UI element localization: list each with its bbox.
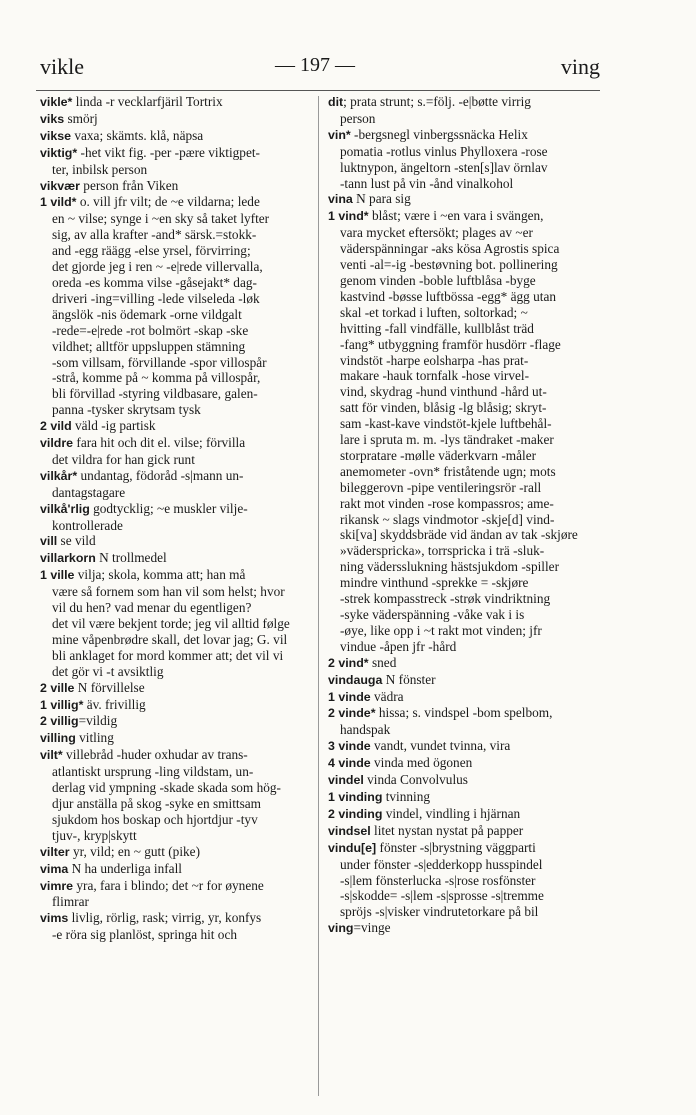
entry-line: vindauga N fönster bbox=[328, 671, 436, 687]
entry-line: hvitting -fall vindfälle, kullblåst träd bbox=[340, 320, 534, 336]
entry-line: det vildra for han gick runt bbox=[52, 451, 195, 467]
entry-line: vindel vinda Convolvulus bbox=[328, 772, 468, 788]
entry-line: 2 vild väld -ig partisk bbox=[40, 418, 156, 434]
entry-line: en ~ vilse; synge i ~en sky så taket lyfter bbox=[52, 211, 270, 227]
headword: vilt* bbox=[40, 748, 63, 763]
dictionary-entry bbox=[328, 689, 604, 706]
entry-line: driveri -ing=villing -lede vilseleda -løk bbox=[52, 290, 260, 306]
dictionary-entry bbox=[40, 145, 316, 178]
entry-line: handspak bbox=[340, 722, 391, 738]
headword: vindu[e] bbox=[328, 840, 377, 855]
dictionary-entry bbox=[328, 705, 604, 738]
entry-line: genom vinden -boble luftblåsa -byge bbox=[340, 272, 536, 288]
entry-line: -som villsam, förvillande -spor villospår bbox=[52, 354, 267, 370]
entry-line: vara mycket eftersökt; plages av ~er bbox=[340, 225, 533, 241]
entry-line: rakt mot vinden -rose kompassros; ame- bbox=[340, 495, 554, 511]
headword: dit bbox=[328, 95, 344, 109]
entry-line: vindue -åpen jfr -hård bbox=[340, 638, 457, 654]
dictionary-entry bbox=[40, 697, 316, 714]
dictionary-entry bbox=[40, 861, 316, 878]
entry-line: under fönster -s|edderkopp husspindel bbox=[340, 856, 543, 872]
headword: vina bbox=[328, 192, 353, 207]
dictionary-entry bbox=[328, 191, 604, 208]
entry-line: bli förvillad -styring vildbasare, galen- bbox=[52, 386, 258, 402]
dictionary-entry bbox=[328, 208, 604, 654]
entry-line: -s|lem fönsterlucka -s|rose rosfönster bbox=[340, 872, 536, 888]
dictionary-entry bbox=[328, 127, 604, 192]
entry-line: dantagstagare bbox=[52, 484, 126, 500]
headword: vildre bbox=[40, 436, 74, 451]
dictionary-entry bbox=[40, 550, 316, 567]
entry-line: vikle* linda -r vecklarfjäril Tortrix bbox=[40, 94, 223, 109]
entry-line: 2 vinding vindel, vindling i hjärnan bbox=[328, 805, 521, 821]
entry-line: lare i spruta m. m. -lys tändraket -maker bbox=[340, 432, 554, 448]
dictionary-entry bbox=[40, 501, 316, 534]
entry-line: vill se vild bbox=[40, 533, 96, 549]
dictionary-entry bbox=[328, 94, 604, 127]
entry-line: storpratare -mølle väderkvarn -måler bbox=[340, 447, 537, 463]
dictionary-entry bbox=[40, 468, 316, 501]
dictionary-entry bbox=[40, 111, 316, 128]
entry-line: and -egg räägg -else yrsel, förvirring; bbox=[52, 243, 251, 259]
headword: 2 ville bbox=[40, 680, 75, 695]
entry-line: vimre yra, fara i blindo; det ~r for øynene bbox=[40, 877, 264, 893]
entry-line: mine våpenbrødre skall, det lovar jag; G. vil bbox=[52, 631, 288, 647]
dictionary-entry bbox=[40, 910, 316, 943]
entry-line: 1 vinding tvinning bbox=[328, 788, 431, 804]
headword: 1 villig* bbox=[40, 697, 84, 712]
entry-line: tjuv-, kryp|skytt bbox=[52, 827, 137, 843]
dictionary-entry bbox=[40, 418, 316, 435]
headword: 2 vild bbox=[40, 419, 72, 434]
headword: vilkå'rlig bbox=[40, 501, 90, 516]
dictionary-entry bbox=[328, 655, 604, 672]
entry-line: rikansk ~ slags vindmotor -skje[d] vind- bbox=[340, 511, 555, 527]
entry-line: vims livlig, rörlig, rask; virrig, yr, konfys bbox=[40, 910, 262, 926]
entry-line: 2 ville N förvillelse bbox=[40, 679, 145, 695]
dictionary-entry bbox=[40, 533, 316, 550]
entry-line: väderspänningar -aks kösa Agrostis spica bbox=[340, 241, 560, 257]
entry-line: vil du hen? vad menar du egentligen? bbox=[52, 600, 252, 616]
headword: viktig* bbox=[40, 145, 78, 160]
dictionary-entry bbox=[328, 920, 604, 937]
entry-line: vin* -bergsnegl vinbergssnäcka Helix bbox=[328, 126, 528, 142]
headword: 1 vinde bbox=[328, 689, 371, 704]
dictionary-entry bbox=[40, 94, 316, 111]
page-number: — 197 — bbox=[275, 54, 355, 76]
entry-line: ning vädersslukning hästsjukdom -spiller bbox=[340, 559, 560, 575]
entry-line: vina N para sig bbox=[328, 191, 411, 207]
entry-line: sig, av alla krafter -and* särsk.=stokk- bbox=[52, 227, 257, 243]
entry-line: 1 villig* äv. frivillig bbox=[40, 696, 146, 712]
dictionary-entry bbox=[40, 178, 316, 195]
entry-line: 1 vinde vädra bbox=[328, 688, 404, 704]
entry-line: vindu[e] fönster -s|brystning väggparti bbox=[328, 839, 536, 855]
headword: 2 vinde* bbox=[328, 706, 376, 721]
entry-line: vilkå'rlig godtycklig; ~e muskler vilje- bbox=[40, 500, 248, 516]
headword: vims bbox=[40, 911, 69, 926]
headword: vill bbox=[40, 534, 58, 549]
dictionary-entry bbox=[328, 823, 604, 840]
entry-line: oreda -es komma vilse -gåsejakt* dag- bbox=[52, 274, 257, 290]
entry-line: 1 vind* blåst; være i ~en vara i svängen, bbox=[328, 208, 544, 224]
entry-line: person bbox=[340, 110, 376, 126]
page-header bbox=[30, 54, 600, 84]
headword: viks bbox=[40, 111, 65, 126]
headword: ving bbox=[328, 921, 354, 936]
entry-line: -strek kompasstreck -strøk vindriktning bbox=[340, 591, 551, 607]
entry-line: makare -hauk tornfalk -hose virvel- bbox=[340, 368, 530, 384]
entry-line: vilt* villebråd -huder oxhudar av trans- bbox=[40, 747, 248, 763]
dictionary-entry bbox=[40, 878, 316, 911]
entry-line: ving=vinge bbox=[328, 920, 391, 936]
entry-line: satt för vinden, blåsig -lg blåsig; skryt- bbox=[340, 400, 547, 416]
entry-line: vindstöt -harpe eolsharpa -has prat- bbox=[340, 352, 529, 368]
dictionary-entry bbox=[40, 844, 316, 861]
entry-line: -strå, komme på ~ komma på villospår, bbox=[52, 370, 261, 386]
entry-line: vilter yr, vild; en ~ gutt (pike) bbox=[40, 843, 200, 859]
headword: vindel bbox=[328, 773, 364, 788]
dictionary-entry bbox=[328, 789, 604, 806]
entry-line: sjukdom hos boskap och hjortdjur -tyv bbox=[52, 811, 258, 827]
entry-line: 1 vild* o. vill jfr vilt; de ~e vildarna; lede bbox=[40, 194, 260, 210]
entry-line: mindre vinthund -sprekke = -skjøre bbox=[340, 575, 529, 591]
headword: vindauga bbox=[328, 672, 383, 687]
dictionary-entry bbox=[40, 713, 316, 730]
entry-line: det gjorde jeg i ren ~ -e|rede villervalla, bbox=[52, 259, 263, 275]
headword: 2 vinding bbox=[328, 806, 383, 821]
entry-line: bileggerovn -pipe ventileringsrör -rall bbox=[340, 479, 542, 495]
header-rule bbox=[36, 90, 600, 91]
entry-line: vildre fara hit och dit el. vilse; förvilla bbox=[40, 435, 246, 451]
dictionary-entry bbox=[40, 680, 316, 697]
entry-line: villing vitling bbox=[40, 730, 114, 746]
headword: 2 vind* bbox=[328, 655, 369, 670]
headword: vin* bbox=[328, 127, 351, 142]
entry-line: spröjs -s|visker vindrutetorkare på bil bbox=[340, 904, 539, 920]
headword: vikvær bbox=[40, 178, 80, 193]
entry-line: vikse vaxa; skämts. klå, näpsa bbox=[40, 127, 204, 143]
entry-line: derlag vid ympning -skade skada som hög- bbox=[52, 780, 281, 796]
entry-line: det gör vi -t avsiktlig bbox=[52, 663, 164, 679]
entry-line: ter, inbilsk person bbox=[52, 161, 148, 177]
entry-line: ängslök -nis ödemark -orne vildgalt bbox=[52, 306, 242, 322]
entry-line: 4 vinde vinda med ögonen bbox=[328, 755, 473, 771]
entry-line: anemometer -ovn* friståtende ugn; mots bbox=[340, 463, 556, 479]
entry-line: -e röra sig planlöst, springa hit och bbox=[52, 927, 238, 943]
entry-line: -fang* utbyggning framför husdörr -flage bbox=[340, 336, 561, 352]
entry-line: skal -et torkad i luften, soltorkad; ~ bbox=[340, 304, 528, 320]
column-divider bbox=[318, 96, 319, 1096]
dictionary-entry bbox=[40, 128, 316, 145]
headword: vilkår* bbox=[40, 468, 78, 483]
headword: villarkorn bbox=[40, 551, 96, 566]
dictionary-entry bbox=[328, 755, 604, 772]
dictionary-entry bbox=[40, 730, 316, 747]
entry-line: vima N ha underliga infall bbox=[40, 860, 182, 876]
entry-line: pomatia -rotlus vinlus Phylloxera -rose bbox=[340, 143, 548, 159]
entry-line: viks smörj bbox=[40, 110, 98, 126]
dictionary-entry bbox=[40, 747, 316, 843]
entry-line: djur anställa på skog -syke en smittsam bbox=[52, 795, 262, 811]
headword: 3 vinde bbox=[328, 739, 371, 754]
headword: vima bbox=[40, 861, 69, 876]
entry-line: -rede=-e|rede -rot bolmört -skap -ske bbox=[52, 322, 249, 338]
entry-line: vildhet; alltför uppsluppen stämning bbox=[52, 338, 246, 354]
entry-line: -tann lust på vin -ånd vinalkohol bbox=[340, 175, 514, 191]
dictionary-entry bbox=[328, 806, 604, 823]
headword: vilter bbox=[40, 844, 70, 859]
entry-line: vindsel litet nystan nystat på papper bbox=[328, 822, 524, 838]
headword: vikle* bbox=[40, 95, 73, 109]
entry-line: 2 villig=vildig bbox=[40, 713, 118, 729]
entry-line: 2 vind* sned bbox=[328, 654, 397, 670]
headword: vikse bbox=[40, 128, 72, 143]
entry-line: 2 vinde* hissa; s. vindspel -bom spelbom, bbox=[328, 705, 553, 721]
entry-line: 1 ville vilja; skola, komma att; han må bbox=[40, 567, 246, 583]
entry-line: bli anklaget for mord kommer att; det vil vi bbox=[52, 647, 284, 663]
headword: vindsel bbox=[328, 823, 371, 838]
right-column bbox=[328, 94, 604, 1102]
entry-line: kastvind -bøsse luftbössa -egg* ägg utan bbox=[340, 288, 557, 304]
dictionary-entry bbox=[328, 738, 604, 755]
entry-line: viktig* -het vikt fig. -per -pære viktigpet- bbox=[40, 144, 260, 160]
headword: villing bbox=[40, 731, 76, 746]
left-guide-word: vikle bbox=[40, 54, 84, 79]
entry-line: sam -kast-kave vindstöt-kjele luftbehål- bbox=[340, 416, 552, 432]
entry-line: vilkår* undantag, födoråd -s|mann un- bbox=[40, 467, 244, 483]
entry-line: det vil være bekjent torde; jeg vil alltid følge bbox=[52, 616, 290, 631]
entry-line: -s|skodde= -s|lem -s|sprosse -s|tremme bbox=[340, 888, 544, 904]
left-column bbox=[40, 94, 316, 1102]
entry-line: vikvær person från Viken bbox=[40, 177, 179, 193]
entry-line: 3 vinde vandt, vundet tvinna, vira bbox=[328, 738, 511, 754]
entry-line: flimrar bbox=[52, 894, 89, 910]
headword: 2 villig bbox=[40, 714, 79, 729]
headword: vimre bbox=[40, 878, 74, 893]
dictionary-entry bbox=[40, 194, 316, 418]
headword: 1 ville bbox=[40, 568, 75, 583]
right-guide-word: ving bbox=[560, 54, 600, 79]
entry-line: venti -al=-ig -bestøvning bot. pollinering bbox=[340, 257, 558, 273]
entry-line: panna -tysker skrytsam tysk bbox=[52, 402, 201, 418]
dictionary-entry bbox=[40, 567, 316, 679]
entry-line: -øye, like opp i ~t rakt mot vinden; jfr bbox=[340, 622, 542, 638]
entry-line: »vädersprickа», torrspricka i trä -sluk- bbox=[340, 543, 545, 559]
headword: 1 vild* bbox=[40, 195, 77, 210]
entry-line: luktnypon, ängeltorn -sten[s]lav örnlav bbox=[340, 159, 548, 175]
headword: 4 vinde bbox=[328, 756, 371, 771]
entry-line: dit; prata strunt; s.=följ. -e|bøtte virrig bbox=[328, 94, 531, 109]
entry-line: atlantiskt ursprung -ling vildstam, un- bbox=[52, 764, 254, 780]
dictionary-entry bbox=[328, 772, 604, 789]
entry-line: vind, skydrag -hund vinthund -hård ut- bbox=[340, 384, 547, 400]
headword: 1 vinding bbox=[328, 789, 383, 804]
entry-line: -syke väderspänning -våke vak i is bbox=[340, 607, 525, 622]
entry-line: ski[va] skyddsbräde vid ändan av tak -skjøre bbox=[340, 527, 578, 543]
entry-line: kontrollerade bbox=[52, 517, 123, 533]
headword: 1 vind* bbox=[328, 209, 369, 224]
dictionary-entry bbox=[328, 840, 604, 921]
dictionary-entry bbox=[40, 435, 316, 468]
dictionary-entry bbox=[328, 672, 604, 689]
entry-line: villarkorn N trollmedel bbox=[40, 550, 167, 566]
entry-line: være så fornem som han vil som helst; hvor bbox=[52, 584, 285, 600]
